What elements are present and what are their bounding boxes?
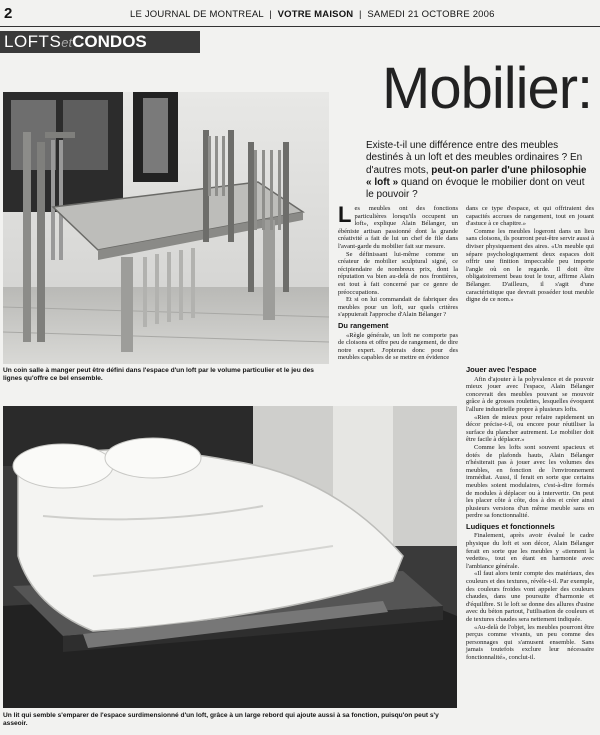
paragraph: Comme les meubles logeront dans un lieu sans cloisons, ils pourront peut-être servir aussi à diviser physiquement des aires. «Un meuble qui sépare psychologiquement deux espaces doit offrir une finition impeccable peu importe l'angle où on le regarde. Il doit être obligatoirement beau tout le tour, affirme Alain Bélanger. D'ailleurs, il s'agit d'une caractéristique que devrait posséder tout meuble digne de ce nom.»	[466, 227, 594, 304]
paragraph: «Règle générale, un loft ne comporte pas de cloisons et offre peu de rangement, de dire notre expert. J'opterais donc pour des meubles capables de se mettre en évidence	[338, 331, 458, 362]
masthead-rule	[0, 26, 600, 27]
section-name: VOTRE MAISON	[277, 9, 354, 20]
subheading-rangement: Du rangement	[338, 320, 389, 330]
bed-illustration	[3, 406, 457, 708]
page-number: 2	[4, 5, 13, 22]
deck-text-1: Existe-t-il une différence entre des meubles destinés à un loft et des meubles ordinaires ? En d'autres mots,	[366, 140, 583, 176]
article-headline: Mobilier:	[382, 56, 593, 121]
paragraph: Finalement, après avoir évalué le cadre physique du loft et son décor, Alain Bélanger ferait en sorte que les meubles y «tiennent la vedette», tout en étant en harmonie avec l'ambiance générale.	[466, 532, 594, 570]
article-column-3	[466, 363, 594, 662]
paragraph: «Il faut alors tenir compte des matériaux, des couleurs et des textures, révèle-t-il. Par exemple, des couleurs froides vont appeler des couleurs chaudes, dans une poursuite d'harmonie et d'équilibre. Si le loft se donne des allures d'usine avec du béton partout, l'utilisation de couleurs et de textures chaudes sera nettement indiquée.	[466, 570, 594, 623]
paragraph: Et si on lui commandait de fabriquer des meubles pour un loft, sur quels critères s'appuierait l'approche d'Alain Bélanger ?	[338, 296, 458, 319]
section-title-et: et	[61, 35, 73, 50]
bed-photo	[3, 406, 457, 708]
photo-caption-dining: Un coin salle à manger peut être défini dans l'espace d'un loft par le volume particulier et le jeu des lignes qu'offre ce bel ensemble.	[3, 367, 314, 382]
dining-room-photo	[3, 92, 329, 364]
paragraph: dans ce type d'espace, et qui offriraient des capacités accrues de rangement, tout en jouant d'astuce à ce chapitre.»	[466, 205, 594, 228]
article-column-1	[338, 202, 458, 362]
subheading-espace: Jouer avec l'espace	[466, 365, 537, 374]
paragraph: Se définissant lui-même comme un créateur de mobilier sculptural signé, ce récipiendaire de nombreux prix, dont la réputation va bien au-delà de nos frontières, est tout à fait concerné par ce genre de préoccupations.	[338, 250, 458, 296]
issue-date: SAMEDI 21 OCTOBRE 2006	[367, 9, 495, 20]
section-title	[4, 32, 147, 52]
subheading-ludiques: Ludiques et fonctionnels	[466, 521, 555, 531]
section-title-lofts: LOFTS	[4, 32, 62, 51]
paragraph: Comme les lofts sont souvent spacieux et dotés de plafonds hauts, Alain Bélanger n'hésiterait pas à jouer avec les volumes des meubles, en fonction de l'environnement immédiat. Aussi, il ferait en sorte que certains meubles soient modulaires, c'est-à-dire formés de modules à déplacer ou à intervertir. On peut les placer côte à côte, dos à dos et créer ainsi plusieurs versions d'un même meuble sans en perdre sa fonctionnalité.	[466, 443, 594, 520]
article-column-2	[466, 205, 594, 304]
paragraph: Afin d'ajouter à la polyvalence et de pouvoir mieux jouer avec l'espace, Alain Bélanger concevrait des meubles pouvant se mouvoir grâce à de grosses roulettes, lesquelles évoquent l'allure industrielle propre à plusieurs lofts.	[466, 375, 594, 413]
deck-text-2: quand on évoque le mobilier dont on veut le pouvoir ?	[366, 176, 585, 201]
deck-highlight: peut-on parler d'une philosophie « loft »	[366, 164, 587, 188]
paragraph	[338, 202, 458, 251]
article-deck	[366, 140, 594, 201]
section-title-condos: CONDOS	[72, 32, 147, 51]
publication-name: LE JOURNAL DE MONTREAL	[130, 9, 264, 20]
masthead-line: LE JOURNAL DE MONTREAL | VOTRE MAISON | SAMEDI 21 OCTOBRE 2006	[130, 9, 495, 20]
photo-caption-bed: Un lit qui semble s'emparer de l'espace surdimensionné d'un loft, grâce à un large rebord qui ajoute aussi à sa fonction, puisqu'on peut s'y asseoir.	[3, 712, 439, 727]
dining-room-illustration	[3, 92, 329, 364]
paragraph-text: es meubles ont des fonctions particulières lorsqu'ils occupent un loft», explique Alain Bélanger, un ébéniste artisan passionné dont la grande créativité a fait de lui un chef de file dans l'avant-garde du mobilier fait sur mesure.	[338, 205, 458, 250]
paragraph: «Au-delà de l'objet, les meubles pourront être perçus comme vivants, un peu comme des personnages qui s'amusent ensemble. Sans jamais toutefois exclure leur nécessaire fonctionnalité», conclut-il.	[466, 623, 594, 661]
masthead	[0, 0, 600, 27]
drop-cap: L	[338, 202, 352, 227]
section-banner	[0, 31, 200, 53]
paragraph: «Rien de mieux pour refaire rapidement un décor précise-t-il, ou encore pour réutiliser la surface du plancher autrement. Le mobilier doit être facile à déplacer.»	[466, 413, 594, 444]
